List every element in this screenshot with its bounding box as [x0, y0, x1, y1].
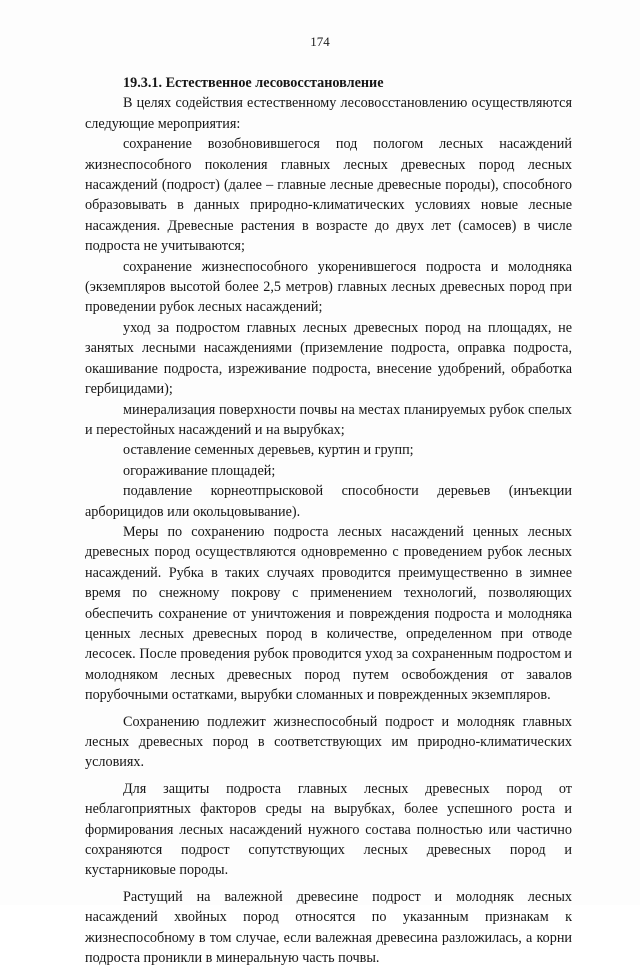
paragraph-measure-1: сохранение возобновившегося под пологом лесных насаждений жизнеспособного поколения главных лесных древесных пород лесных насаждений (подрост) (далее – главные лесные древесные породы), способного образовывать в данных природно-климатических условиях новые лесные насаждения. Древесные растения в возрасте до двух лет (самосев) в числе подроста не учитываются; [85, 136, 572, 255]
paragraph-intro: В целях содействия естественному лесовосстановлению осуществляются следующие мероприятия: [85, 95, 572, 132]
section-heading: 19.3.1. Естественное лесовосстановление [123, 75, 384, 91]
paragraph-measure-5: оставление семенных деревьев, куртин и групп; [123, 442, 414, 459]
document-body [85, 73, 572, 968]
paragraph-preservation: Меры по сохранению подроста лесных насаждений ценных лесных древесных пород осуществляются одновременно с проведением рубок лесных насаждений. Рубка в таких случаях проводится преимущественно в зимнее время по снежному покрову с применением технологий, позволяющих обеспечить сохранение от уничтожения и повреждения подроста и молодняка ценных лесных древесных пород в количестве, определенном при отводе лесосек. После проведения рубок проводится уход за сохраненным подростом и молодняком лесных древесных пород путем освобождения от завалов порубочными остатками, вырубки сломанных и поврежденных экземпляров. [85, 523, 572, 704]
paragraph-measure-4: минерализация поверхности почвы на местах планируемых рубок спелых и перестойных насаждений и на вырубках; [85, 401, 572, 438]
paragraph-subject: Сохранению подлежит жизнеспособный подрост и молодняк главных лесных древесных пород в соответствующих им природно-климатических условиях. [85, 713, 572, 771]
paragraph-measure-7: подавление корнеотпрысковой способности деревьев (инъекции арборицидов или окольцовывание). [85, 483, 572, 520]
paragraph-measure-6: огораживание площадей; [123, 462, 276, 479]
page-number: 174 [310, 34, 330, 49]
paragraph-measure-3: уход за подростом главных лесных древесных пород на площадях, не занятых лесными насаждениями (приземление подроста, оправка подроста, окашивание подроста, изреживание подроста, внесение удобрений, обработка гербицидами); [85, 319, 572, 398]
paragraph-measure-2: сохранение жизнеспособного укоренившегося подроста и молодняка (экземпляров высотой более 2,5 метров) главных лесных древесных пород при проведении рубок лесных насаждений; [85, 258, 572, 316]
paragraph-deadwood: Растущий на валежной древесине подрост и молодняк лесных насаждений хвойных пород относятся по указанным признакам к жизнеспособному в том случае, если валежная древесина разложилась, а корни подроста проникли в минеральную часть почвы. [85, 888, 572, 967]
paragraph-protection: Для защиты подроста главных лесных древесных пород от неблагоприятных факторов среды на вырубках, более успешного роста и формирования лесных насаждений нужного состава полностью или частично сохраняются подрост сопутствующих лесных древесных пород и кустарниковые породы. [85, 780, 572, 879]
